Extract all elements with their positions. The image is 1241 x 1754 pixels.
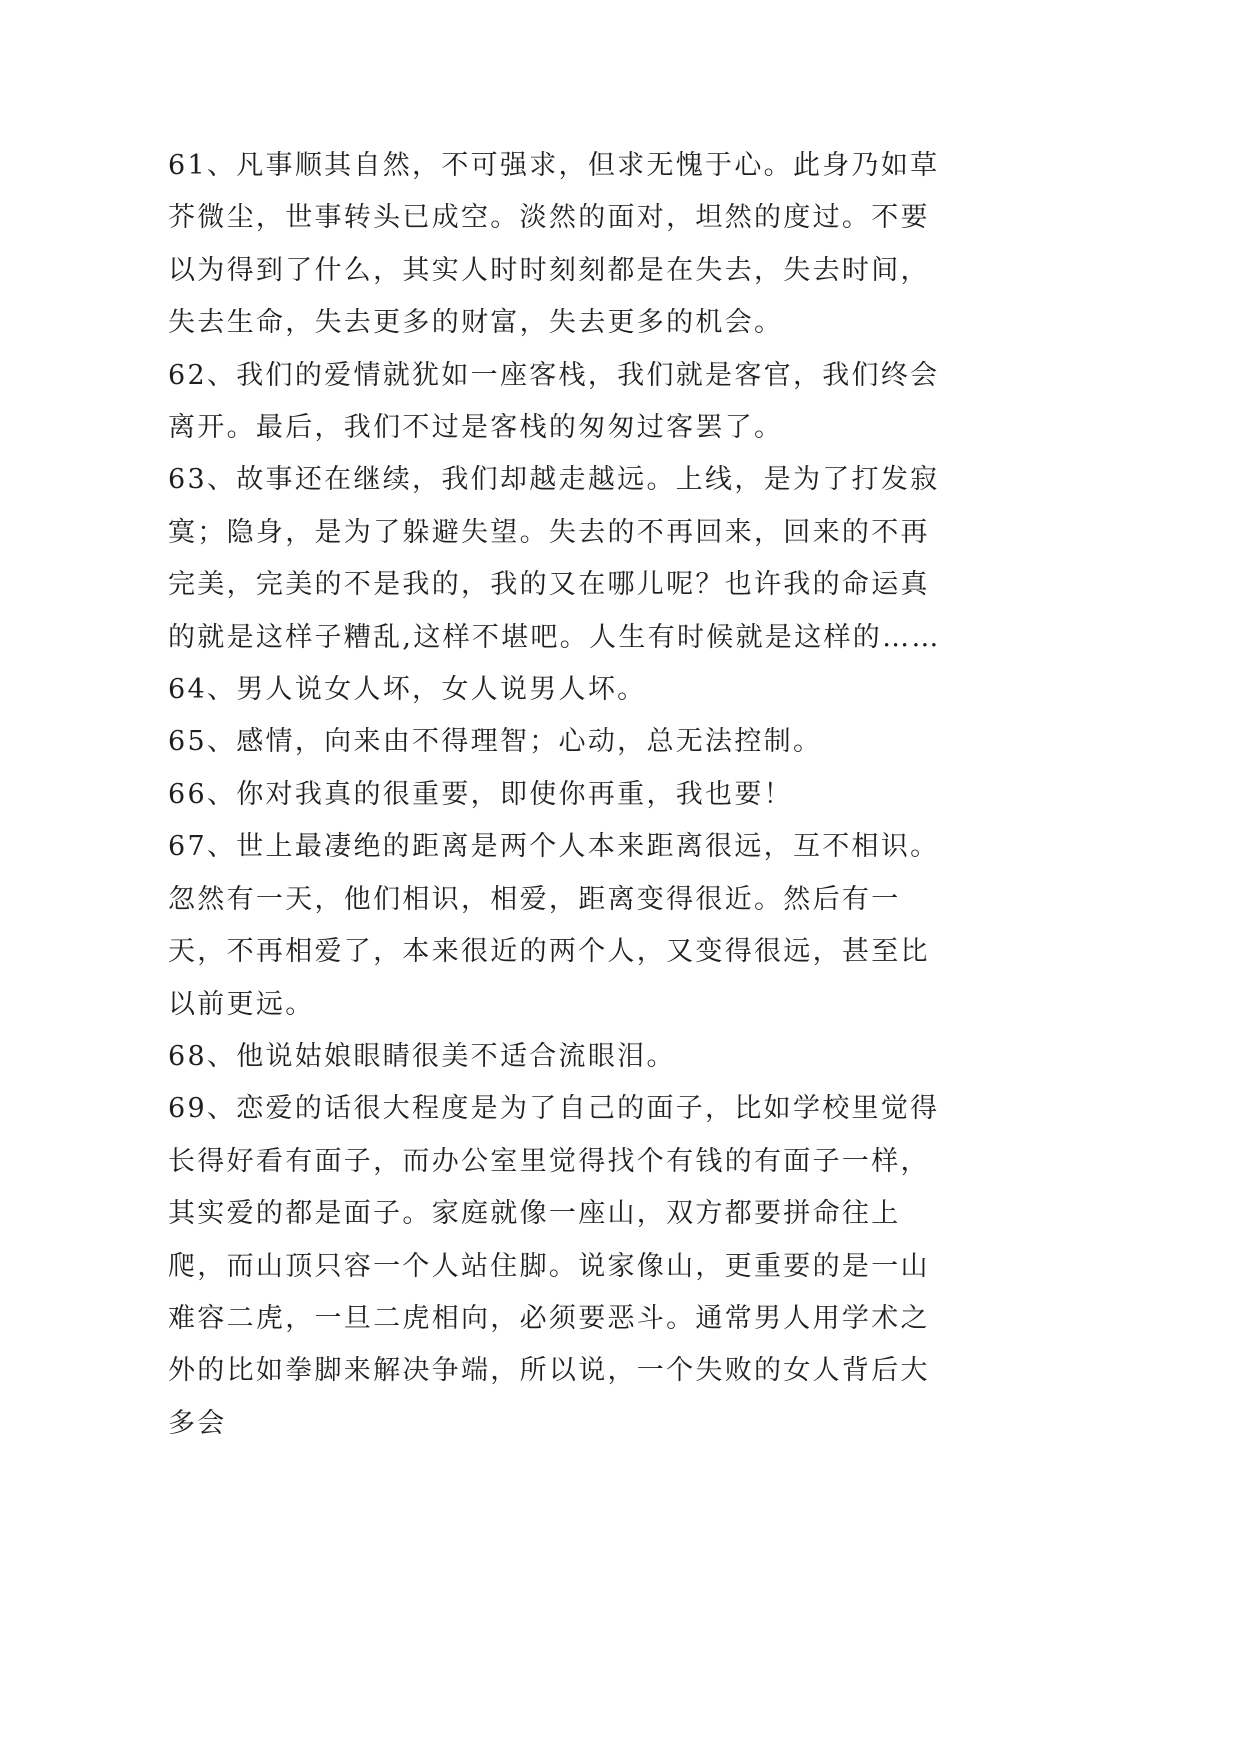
paragraph-68: 68、他说姑娘眼睛很美不适合流眼泪。 bbox=[168, 1040, 676, 1072]
paragraph-65: 65、感情，向来由不得理智；心动，总无法控制。 bbox=[168, 726, 823, 758]
paragraph-66: 66、你对我真的很重要，即使你再重，我也要！ bbox=[168, 778, 793, 810]
paragraph-62: 62、我们的爱情就犹如一座客栈，我们就是客官，我们终会离开。最后，我们不过是客栈的匆匆过客罢了。 bbox=[168, 359, 940, 444]
paragraph-69: 69、恋爱的话很大程度是为了自己的面子，比如学校里觉得长得好看有面子，而办公室里觉得找个有钱的有面子一样，其实爱的都是面子。家庭就像一座山，双方都要拼命往上爬，而山顶只容一个人站住脚。说家像山，更重要的是一山难容二虎，一旦二虎相向，必须要恶斗。通常男人用学术之外的比如拳脚来解决争端，所以说，一个失败的女人背后大多会 bbox=[168, 1093, 940, 1439]
paragraph-63: 63、故事还在继续，我们却越走越远。上线，是为了打发寂寞；隐身，是为了躲避失望。失去的不再回来，回来的不再完美，完美的不是我的，我的又在哪儿呢？也许我的命运真的就是这样子糟乱,这样不堪吧。人生有时候就是这样的…… bbox=[168, 464, 941, 653]
paragraph-61: 61、凡事顺其自然，不可强求，但求无愧于心。此身乃如草芥微尘，世事转头已成空。淡然的面对，坦然的度过。不要以为得到了什么，其实人时时刻刻都是在失去，失去时间，失去生命，失去更多的财富，失去更多的机会。 bbox=[168, 150, 940, 339]
document-body bbox=[168, 140, 958, 1450]
paragraph-67: 67、世上最凄绝的距离是两个人本来距离很远，互不相识。忽然有一天，他们相识，相爱，距离变得很近。然后有一天，不再相爱了，本来很近的两个人，又变得很远，甚至比以前更远。 bbox=[168, 831, 940, 1020]
paragraph-64: 64、男人说女人坏，女人说男人坏。 bbox=[168, 674, 647, 706]
